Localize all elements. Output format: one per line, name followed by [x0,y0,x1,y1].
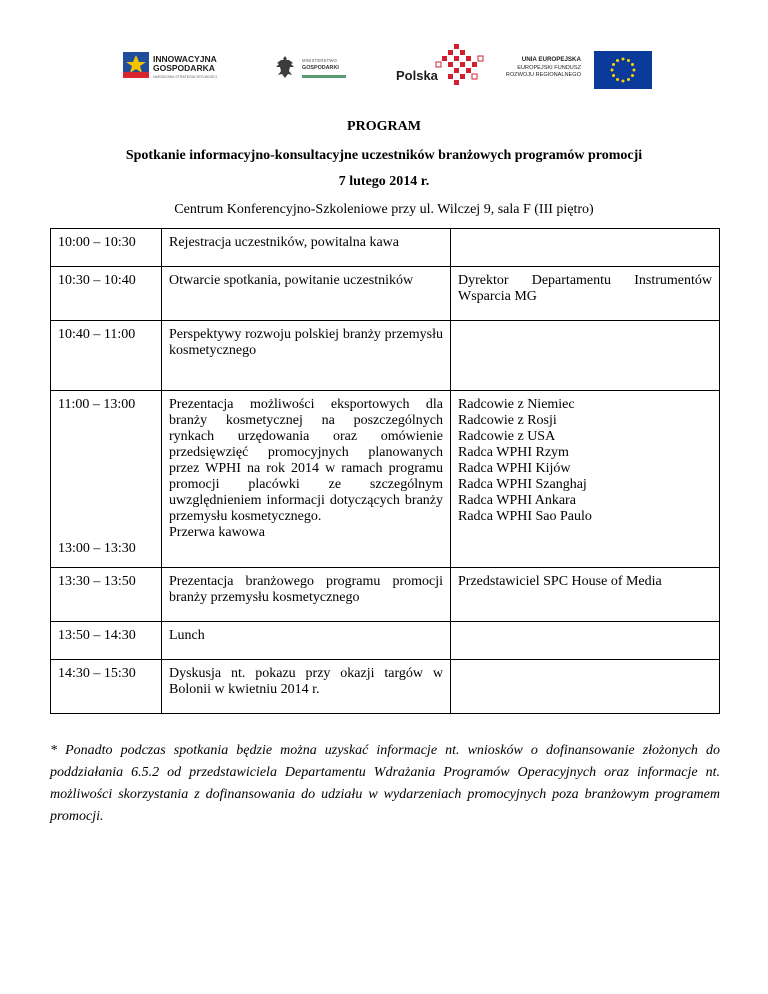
activity-cell: Otwarcie spotkania, powitanie uczestników [162,267,451,321]
meeting-subtitle: Spotkanie informacyjno-konsultacyjne uczestników branżowych programów promocji [125,148,643,163]
innowacyjna-gospodarka-logo [120,44,250,90]
activity-cell: Lunch [162,622,451,660]
table-row [51,568,720,622]
speaker-line: Radca WPHI Sao Paulo [458,509,592,524]
activity-main: Prezentacja możliwości eksportowych dla branży kosmetycznej na poszczególnych rynkach urzędowania oraz omówienie przedsięwzięć promocyjnych planowanych przez WPHI na rok 2014 w ramach programu promocji placówki ze szczególnym uwzględnieniem informacji dotyczących branży przemysłu kosmetycznego. [169,397,443,524]
activity-cell: Prezentacja branżowego programu promocji branży przemysłu kosmetycznego [162,568,451,622]
time-cell: 14:30 – 15:30 [51,660,162,714]
activity-break: Przerwa kawowa [169,525,266,540]
table-row [51,660,720,714]
speaker-line: Radca WPHI Ankara [458,493,576,508]
speaker-cell [451,660,720,714]
speaker-cell [451,391,720,568]
activity-cell: Perspektywy rozwoju polskiej branży przemysłu kosmetycznego [162,321,451,391]
polska-word: Polska [396,68,438,83]
schedule-table [50,228,720,714]
speaker-line: Radcowie z Rosji [458,413,557,428]
speaker-cell [451,622,720,660]
unia-europejska-logo [505,44,663,90]
page-title: PROGRAM [347,119,421,134]
time-cell: 10:00 – 10:30 [51,229,162,267]
time-main: 11:00 – 13:00 [58,397,136,412]
time-cell: 10:40 – 11:00 [51,321,162,391]
table-row [51,321,720,391]
table-row [51,391,720,568]
meeting-venue: Centrum Konferencyjno-Szkoleniowe przy ul. Wilczej 9, sala F (III piętro) [174,202,594,217]
time-cell: 13:50 – 14:30 [51,622,162,660]
innowacyjna-gospodarka-mark-icon [123,52,149,78]
polska-logo [394,44,494,90]
logo-bar [0,44,768,94]
ministerstwo-bar [302,75,346,78]
time-cell [51,391,162,568]
speaker-cell: Przedstawiciel SPC House of Media [451,568,720,622]
speaker-line: Radca WPHI Kijów [458,461,571,476]
gospodarka-text: GOSPODARKA [153,63,215,73]
activity-cell: Dyskusja nt. pokazu przy okazji targów w Bolonii w kwietniu 2014 r. [162,660,451,714]
speaker-line: Radcowie z Niemiec [458,397,575,412]
speaker-line: Radcowie z USA [458,429,556,444]
speaker-line: Radca WPHI Rzym [458,445,569,460]
speaker-cell [451,321,720,391]
meeting-date: 7 lutego 2014 r. [338,174,430,189]
time-break: 13:00 – 13:30 [58,541,136,556]
footnote: * Ponadto podczas spotkania będzie można uzyskać informacje nt. wniosków o dofinansowanie złożonych do poddziałania 6.5.2 od przedstawiciela Departamentu Wdrażania Programów Operacyjnych oraz informacje nt. możliwości skorzystania z dofinansowania do udziału w wydarzeniach promocyjnych poza branżowym programem promocji. [50,743,720,824]
speaker-cell [451,229,720,267]
unia-europejska-text: UNIA EUROPEJSKA [521,56,581,63]
eagle-emblem-icon [274,54,296,80]
speaker-cell: Dyrektor Departamentu Instrumentów Wsparcia MG [451,267,720,321]
time-cell: 10:30 – 10:40 [51,267,162,321]
efrr-text-2: ROZWOJU REGIONALNEGO [505,72,581,78]
ministerstwo-text: MINISTERSTWO [302,58,337,63]
gospodarki-text: GOSPODARKI [302,65,339,71]
ministerstwo-gospodarki-logo [274,44,354,90]
nss-text: NARODOWA STRATEGIA SPÓJNOŚCI [153,75,217,79]
activity-cell [162,391,451,568]
speaker-line: Radca WPHI Szanghaj [458,477,587,492]
time-cell: 13:30 – 13:50 [51,568,162,622]
innowacyjna-text: INNOWACYJNA [153,54,217,64]
efrr-text-1: EUROPEJSKI FUNDUSZ [517,65,581,71]
activity-cell: Rejestracja uczestników, powitalna kawa [162,229,451,267]
table-row [51,229,720,267]
eu-flag-icon [594,51,652,89]
table-row [51,622,720,660]
table-row [51,267,720,321]
polska-pattern-icon [430,42,486,92]
